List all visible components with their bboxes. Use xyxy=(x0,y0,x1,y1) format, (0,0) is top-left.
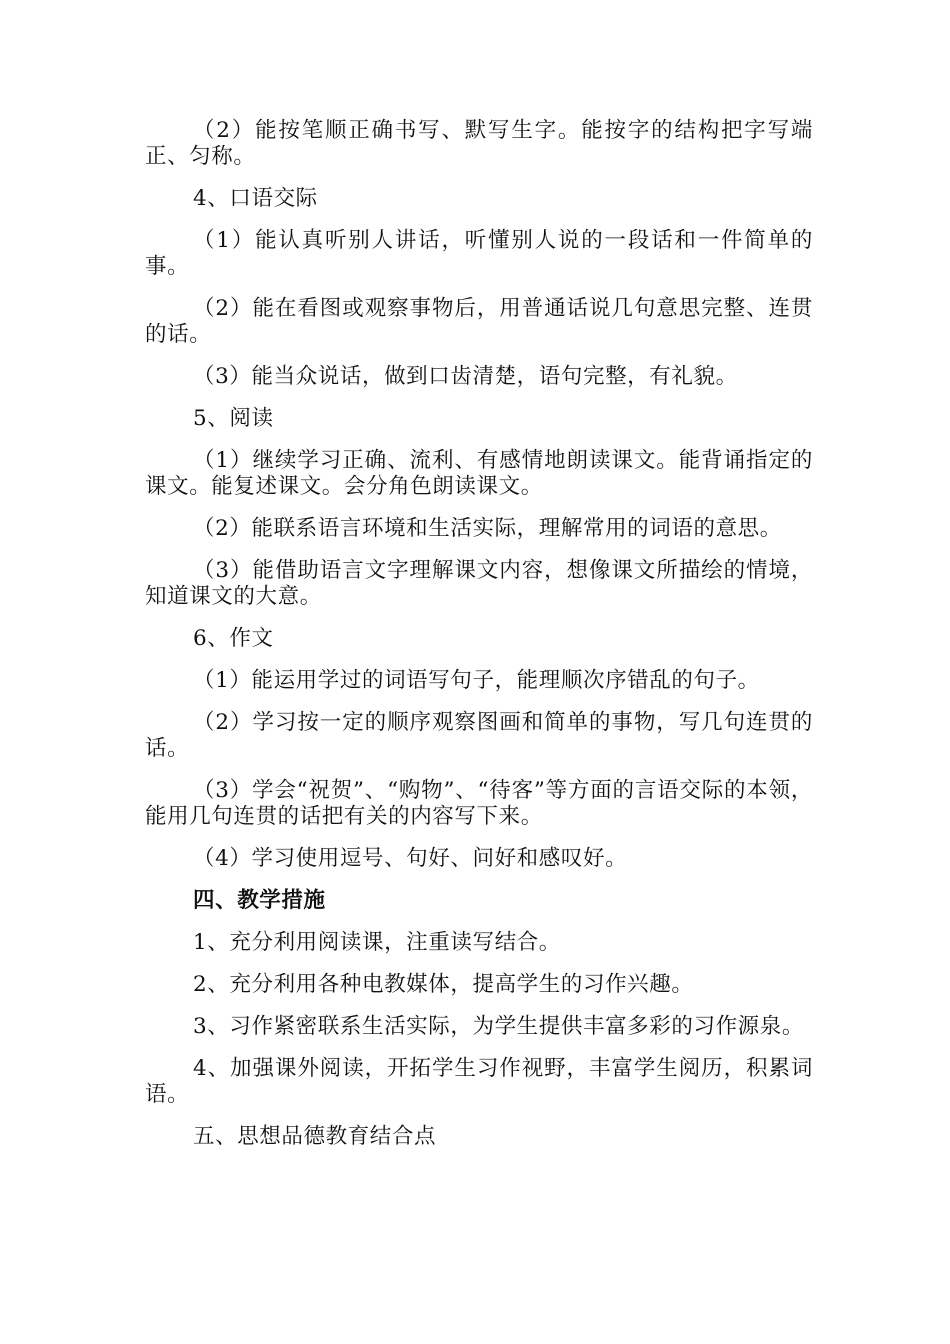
section-heading-reading: 5、阅读 xyxy=(193,406,274,431)
section-heading-oral-communication: 4、口语交际 xyxy=(193,186,318,211)
section-heading-moral-education: 五、思想品德教育结合点 xyxy=(193,1124,437,1149)
paragraph-composition-2: （2）学习按一定的顺序观察图画和简单的事物，写几句连贯的话。 xyxy=(145,710,813,761)
paragraph-measure-2: 2、充分利用各种电教媒体，提高学生的习作兴趣。 xyxy=(193,972,694,997)
paragraph-measure-4: 4、加强课外阅读，开拓学生习作视野，丰富学生阅历，积累词语。 xyxy=(145,1056,813,1107)
paragraph-measure-1: 1、充分利用阅读课，注重读写结合。 xyxy=(193,930,561,955)
paragraph-composition-4: （4）学习使用逗号、句好、问好和感叹好。 xyxy=(193,846,628,871)
section-heading-teaching-measures: 四、教学措施 xyxy=(193,888,326,913)
paragraph-oral-3: （3）能当众说话，做到口齿清楚，语句完整，有礼貌。 xyxy=(193,364,738,389)
paragraph-reading-1: （1）继续学习正确、流利、有感情地朗读课文。能背诵指定的课文。能复述课文。会分角色朗读课文。 xyxy=(145,448,813,499)
paragraph-writing-2: （2）能按笔顺正确书写、默写生字。能按字的结构把字写端正、匀称。 xyxy=(145,118,813,169)
section-heading-composition: 6、作文 xyxy=(193,626,274,651)
paragraph-reading-2: （2）能联系语言环境和生活实际，理解常用的词语的意思。 xyxy=(193,516,782,541)
paragraph-reading-3: （3）能借助语言文字理解课文内容，想像课文所描绘的情境，知道课文的大意。 xyxy=(145,558,813,609)
paragraph-composition-1: （1）能运用学过的词语写句子，能理顺次序错乱的句子。 xyxy=(193,668,760,693)
paragraph-oral-2: （2）能在看图或观察事物后，用普通话说几句意思完整、连贯的话。 xyxy=(145,296,813,347)
paragraph-composition-3: （3）学会“祝贺”、“购物”、“待客”等方面的言语交际的本领，能用几句连贯的话把有关的内容写下来。 xyxy=(145,778,813,829)
paragraph-measure-3: 3、习作紧密联系生活实际，为学生提供丰富多彩的习作源泉。 xyxy=(193,1014,804,1039)
document-page xyxy=(145,118,813,1166)
paragraph-oral-1: （1）能认真听别人讲话，听懂别人说的一段话和一件简单的事。 xyxy=(145,228,813,279)
